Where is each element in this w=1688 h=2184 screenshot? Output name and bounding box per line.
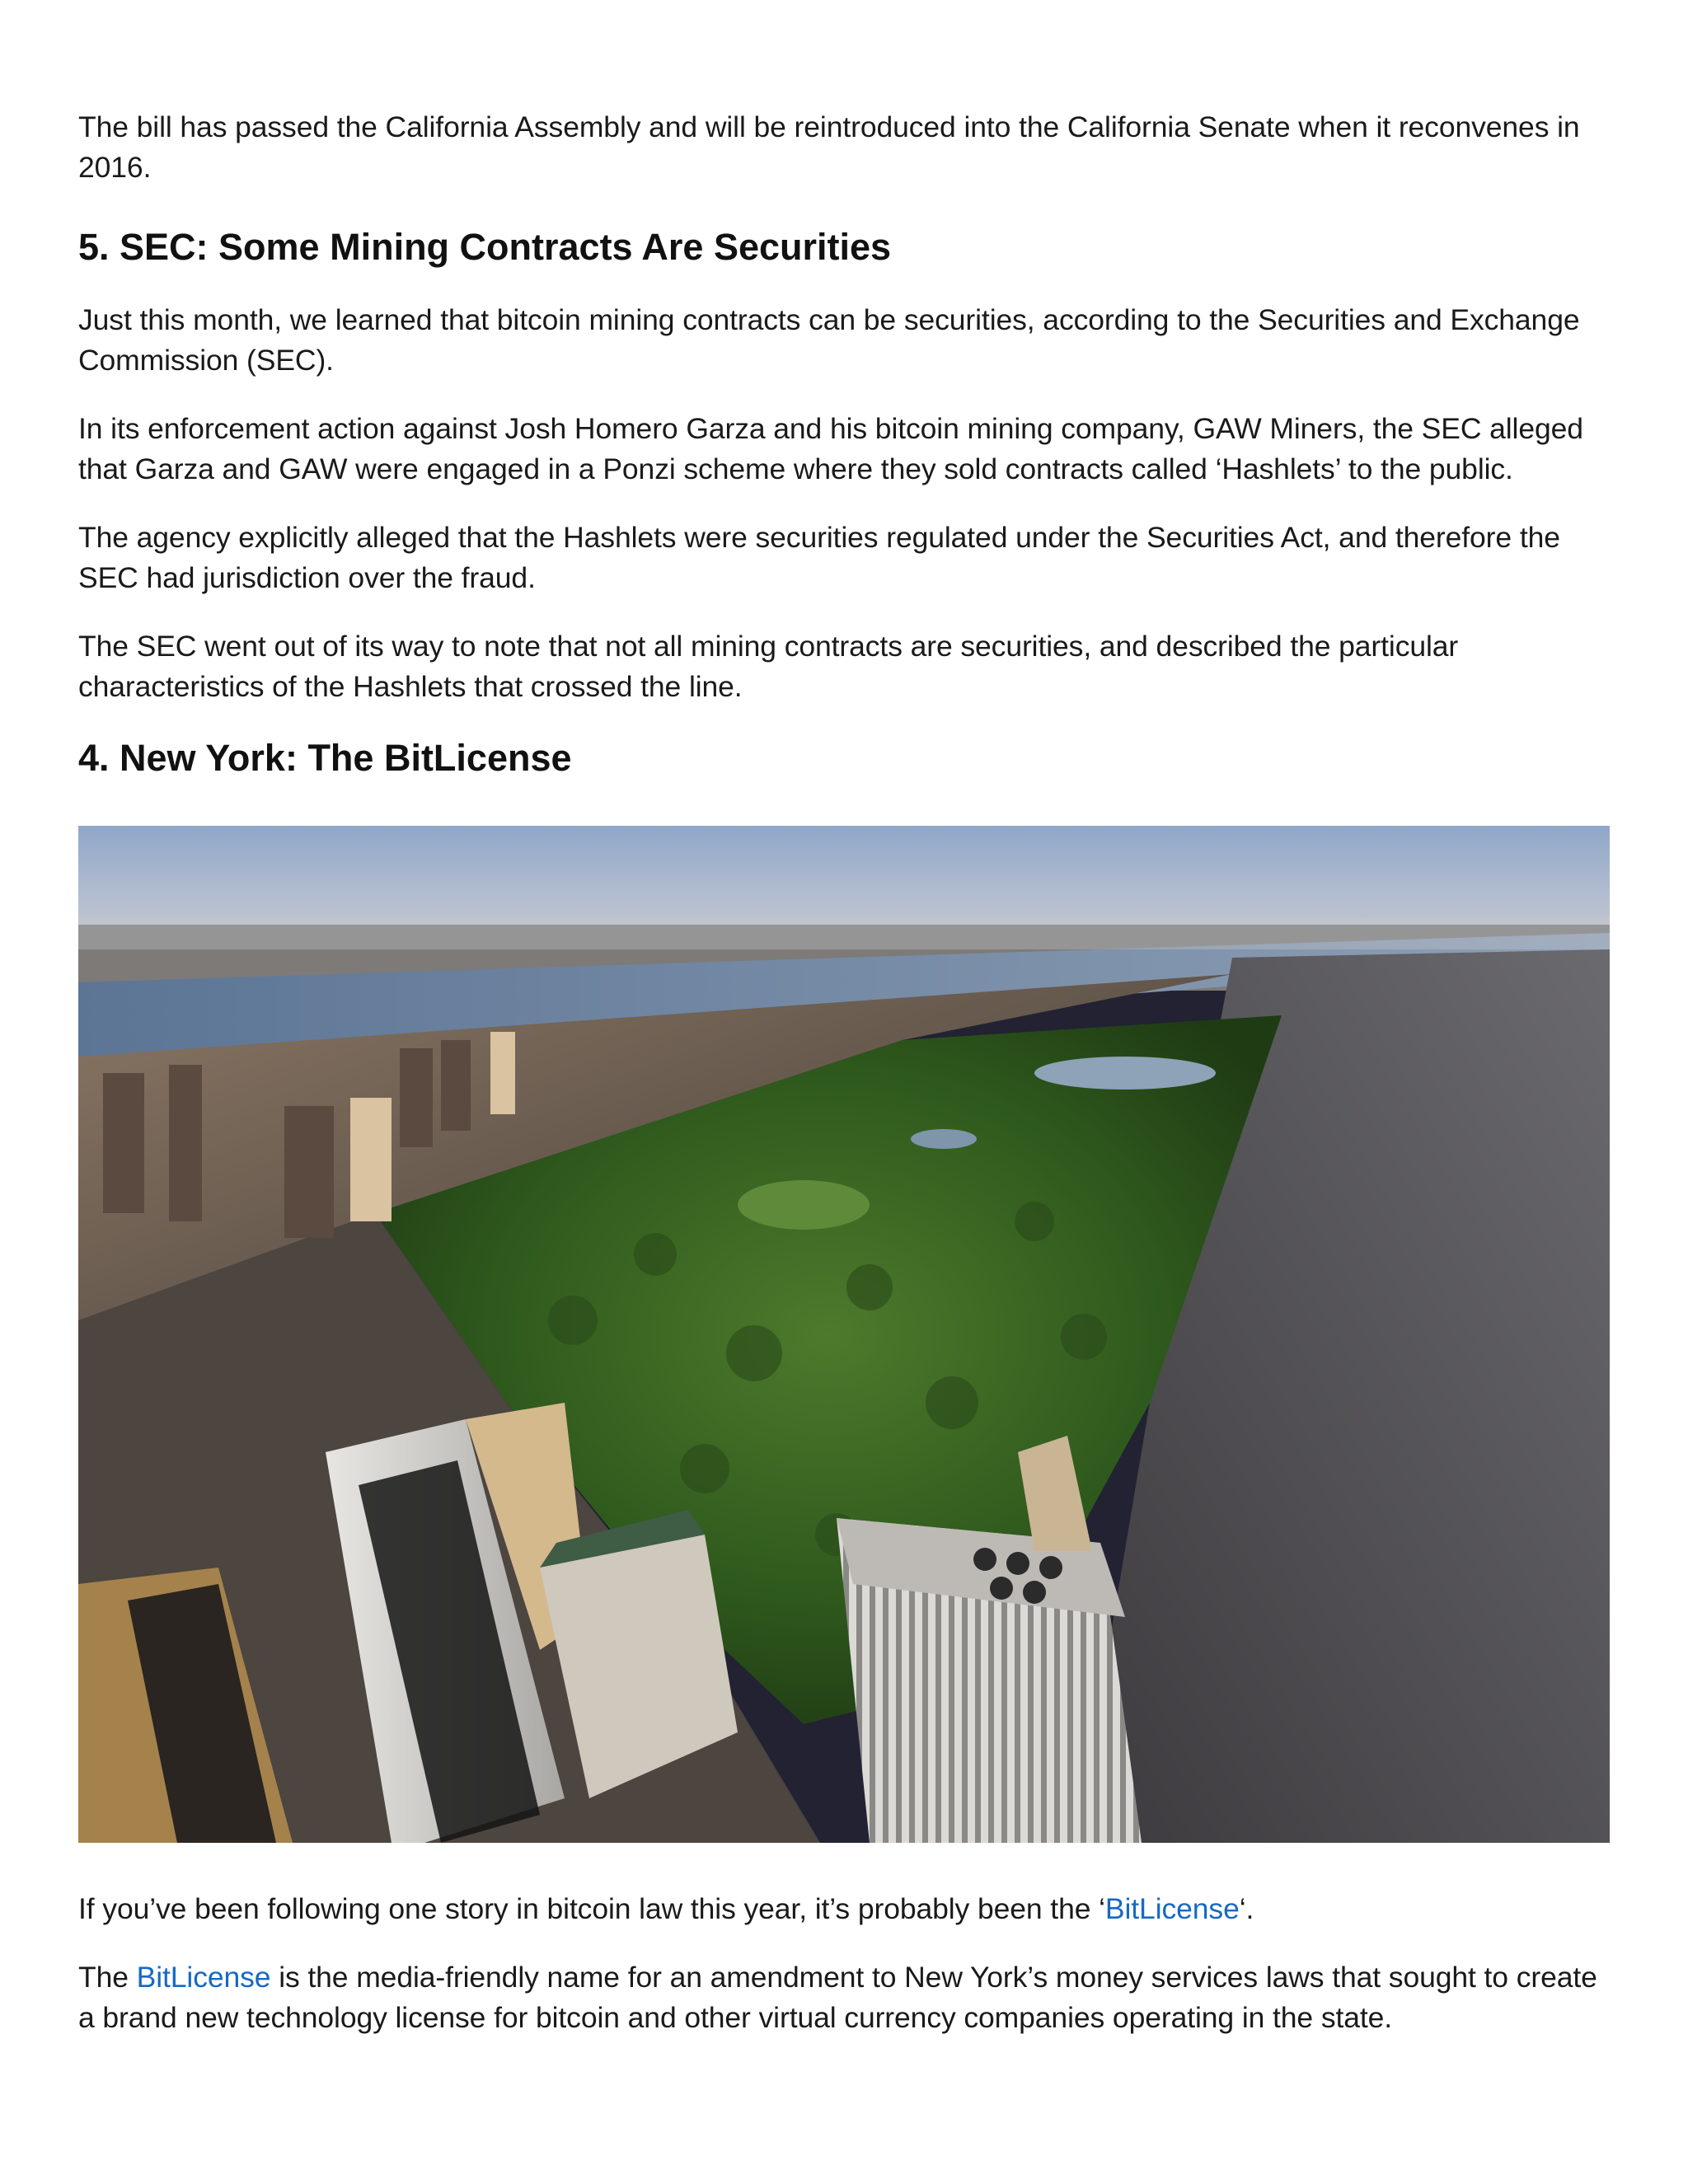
paragraph-bitlicense-2-before: The [78, 1961, 137, 1994]
section-heading-sec: 5. SEC: Some Mining Contracts Are Securities [78, 226, 892, 268]
paragraph-bitlicense-2 [78, 1957, 1610, 2038]
paragraph-bitlicense-1 [78, 1889, 1610, 1929]
bitlicense-link-2[interactable]: BitLicense [136, 1961, 271, 1994]
paragraph-bitlicense-1-before: If you’ve been following one story in bitcoin law this year, it’s probably been the ‘ [78, 1892, 1105, 1925]
article-body [78, 107, 1610, 2066]
bitlicense-link-1[interactable]: BitLicense [1104, 1892, 1240, 1925]
intro-paragraph: The bill has passed the California Assembly and will be reintroduced into the California Senate when it reconvenes in 2016. [78, 110, 1580, 184]
paragraph-sec-4: The SEC went out of its way to note that not all mining contracts are securities, and described the particular characteristics of the Hashlets that crossed the line. [78, 630, 1459, 703]
paragraph-sec-3: The agency explicitly alleged that the Hashlets were securities regulated under the Securities Act, and therefore the SEC had jurisdiction over the fraud. [78, 521, 1560, 594]
paragraph-bitlicense-2-after: is the media-friendly name for an amendment to New York’s money services laws that sought to create a brand new technology license for bitcoin and other virtual currency companies operating in the state. [78, 1961, 1597, 2034]
paragraph-sec-1: Just this month, we learned that bitcoin mining contracts can be securities, according to the Securities and Exchange Commission (SEC). [78, 303, 1580, 377]
paragraph-bitlicense-1-after: ‘. [1239, 1892, 1254, 1925]
section-heading-bitlicense: 4. New York: The BitLicense [78, 737, 572, 779]
central-park-aerial-photo [78, 826, 1610, 1843]
paragraph-sec-2: In its enforcement action against Josh Homero Garza and his bitcoin mining company, GAW Miners, the SEC alleged that Garza and GAW were engaged in a Ponzi scheme where they sold contracts called ‘Hashlets’ to the public. [78, 412, 1583, 485]
